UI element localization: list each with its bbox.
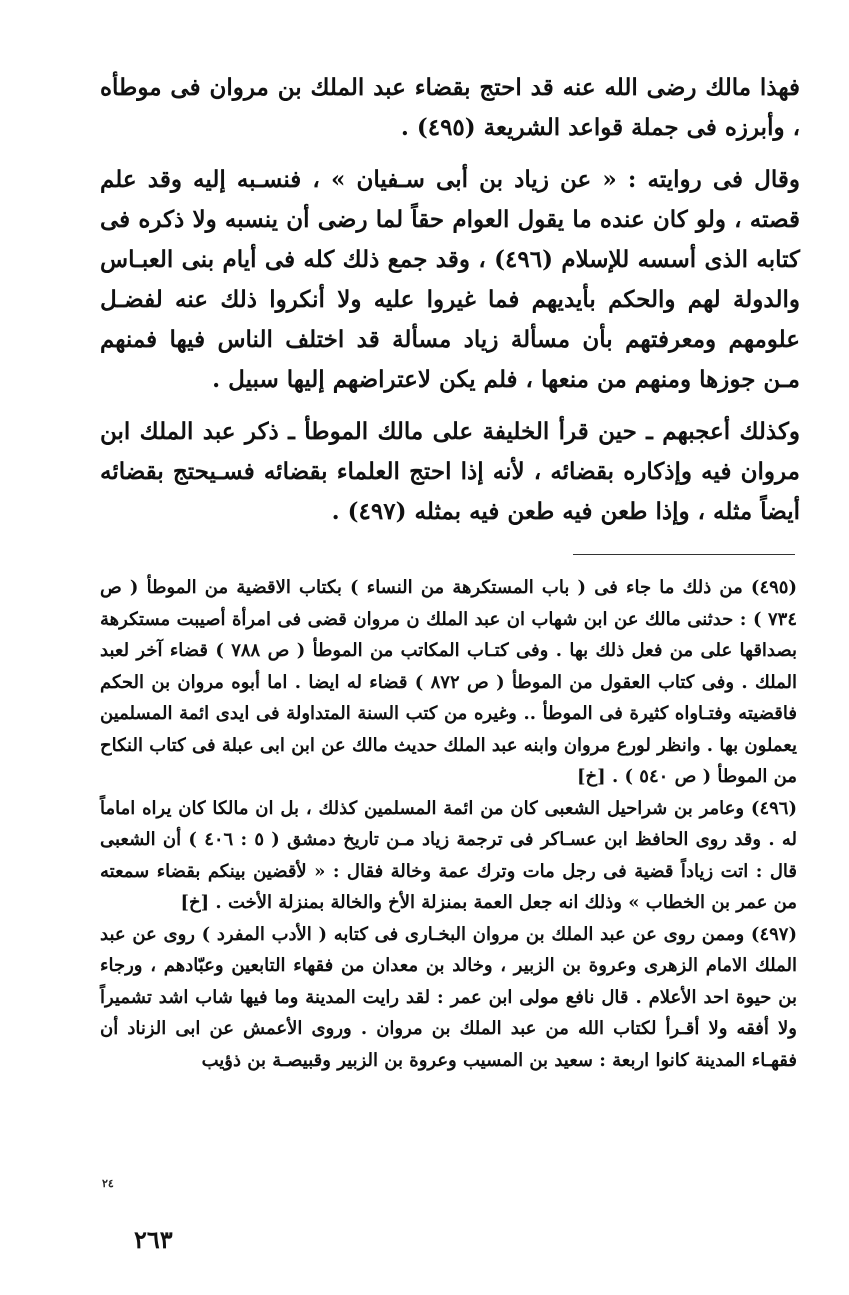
paragraph-text: وقال فى روايته : « عن زياد بن أبى سـفيان » ، فنسـبه إليه وقد علم قصته ، ولو كان عنده ما يقول العوام حقاً لما رضى أن ينسبه ولا ذكره فى كتابه الذى أسسه للإسلام (٤٩٦) ، وقد جمع ذلك كله فى أيام بنى العبـاس والدولة لهم والحكم بأيديهم فما غيروا عليه ولا أنكروا ذلك عنه لفضـل علومهم ومعرفتهم بأن مسألة زياد مسألة قد اختلف الناس فيها فمنهم مـن جوزها ومنهم من منعها ، فلم يكن لاعتراضهم إليها سبيل . [100,166,800,393]
main-paragraph-2 [100,160,800,400]
page-number: ٢٦٣ [134,1225,173,1254]
footnote-497: (٤٩٧) وممن روى عن عبد الملك بن مروان البخـارى فى كتابه ( الأدب المفرد ) روى عن عبد الملك الامام الزهرى وعروة بن الزبير ، وخالد بن معدان من فقهاء التابعين وعبّادهم ، ورجاء بن حيوة احد الأعلام . قال نافع مولى ابن عمر : لقد رايت المدينة وما فيها شاب اشد تشميراً ولا أفقه ولا أقـرأ لكتاب الله من عبد الملك بن مروان . وروى الأعمش عن ابى الزناد أن فقهـاء المدينة كانوا اربعة : سعيد بن المسيب وعروة بن الزبير وقبيصـة بن ذؤيب [100,923,797,1071]
signature-mark: ٢٤ [102,1177,114,1190]
paragraph-text: وكذلك أعجبهم ـ حين قرأ الخليفة على مالك الموطأ ـ ذكر عبد الملك ابن مروان فيه وإذكاره بقضائه ، لأنه إذا احتج العلماء بقضائه فسـيحتج بقضائه أيضاً مثله ، وإذا طعن فيه طعن فيه بمثله (٤٩٧) . [100,418,800,525]
footnote-496: (٤٩٦) وعامر بن شراحيل الشعبى كان من ائمة المسلمين كذلك ، بل ان مالكا كان يراه اماماً له . وقد روى الحافظ ابن عسـاكر فى ترجمة زياد مـن تاريخ دمشق ( ٥ : ٤٠٦ ) أن الشعبى قال : اتت زياداً قضية فى رجل مات وترك عمة وخالة فقال : « لأقضين بينكم بقضاء سمعته من عمر بن الخطاب » وذلك انه جعل العمة بمنزلة الأخ والخالة بمنزلة الأخت . [خ] [100,797,797,913]
paragraph-text: فهذا مالك رضى الله عنه قد احتج بقضاء عبد الملك بن مروان فى موطأه ، وأبرزه فى جملة قواعد الشريعة (٤٩٥) . [100,74,800,141]
footnote-separator [573,554,795,555]
footnote-495: (٤٩٥) من ذلك ما جاء فى ( باب المستكرهة من النساء ) بكتاب الاقضية من الموطأ ( ص ٧٣٤ ) : حدثنى مالك عن ابن شهاب ان عبد الملك ن مروان قضى فى امرأة أصيبت مستكرهة بصداقها على من فعل ذلك بها . وفى كتـاب المكاتب من الموطأ ( ص ٧٨٨ ) قضاء آخر لعبد الملك . وفى كتاب العقول من الموطأ ( ص ٨٧٢ ) قضاء له ايضا . اما أبوه مروان بن الحكم فاقضيته وفتـاواه كثيرة فى الموطأ .. وغيره من كتب السنة المتداولة فى ايدى ائمة المسلمين يعملون بها . وانظر لورع مروان وابنه عبد الملك حديث مالك عن ابن ابى عبلة فى كتاب النكاح من الموطأ ( ص ٥٤٠ ) . [خ] [100,577,797,787]
main-paragraph-1 [100,68,800,148]
main-paragraph-3 [100,412,800,532]
footnotes-block [100,572,797,1076]
